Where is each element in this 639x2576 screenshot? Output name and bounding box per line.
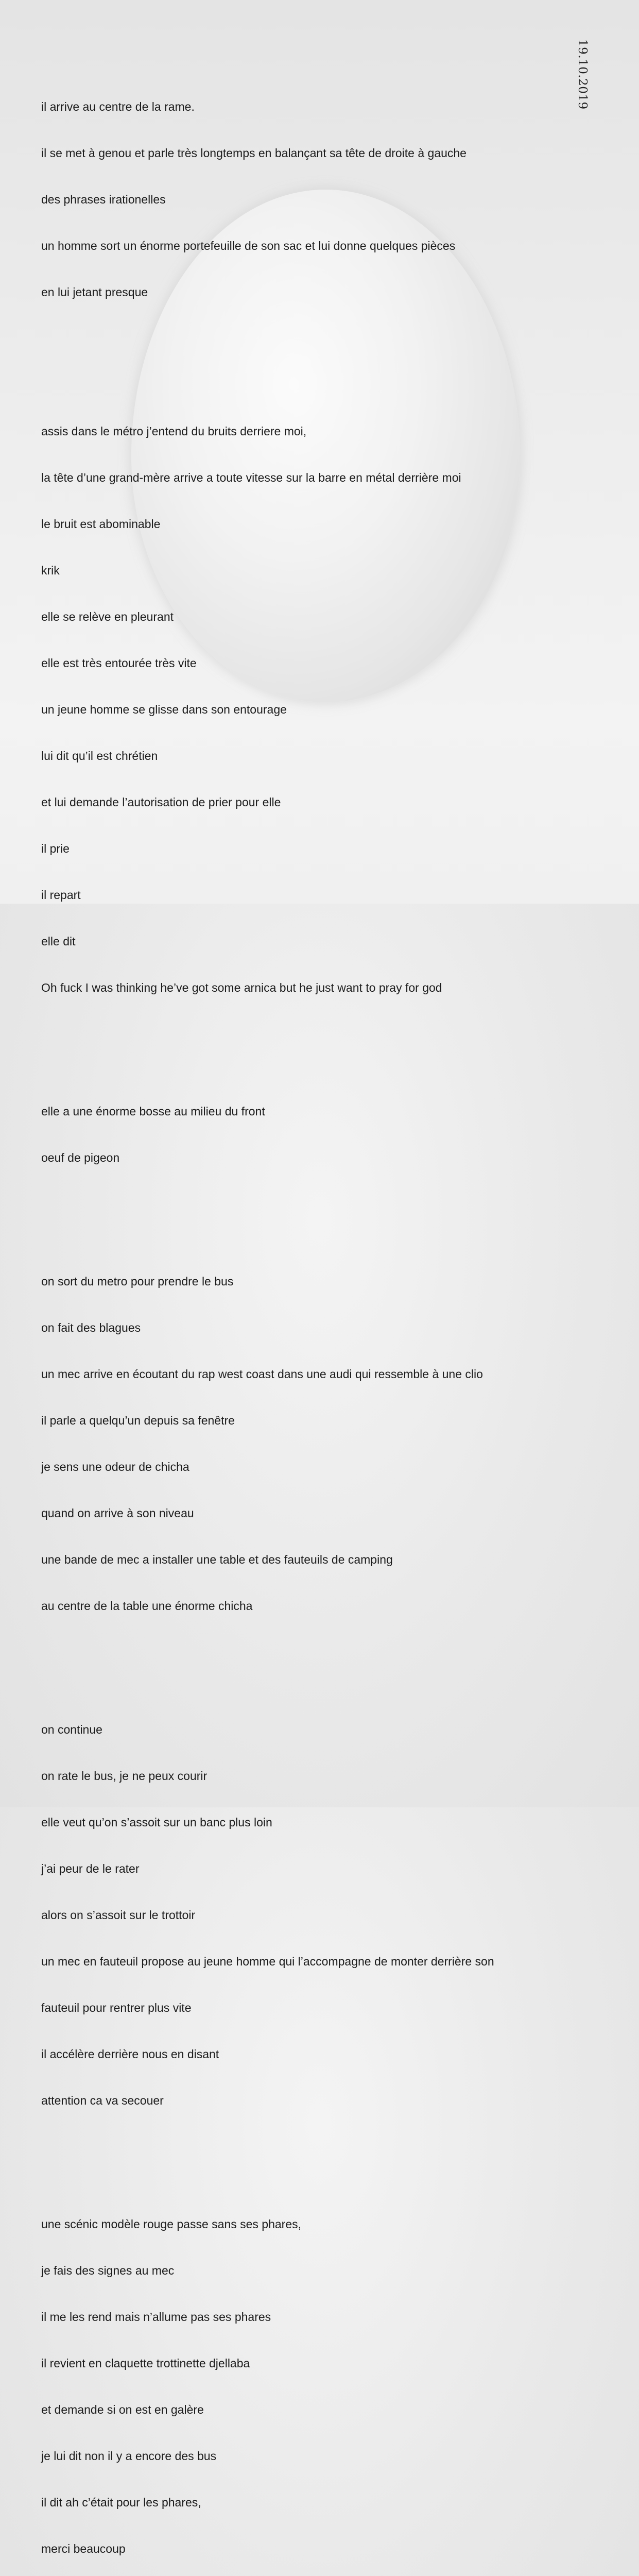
poem-line: elle veut qu’on s’assoit sur un banc plus loin: [41, 1816, 272, 1829]
poem-line: elle dit: [41, 935, 76, 948]
poem-line: un jeune homme se glisse dans son entourage: [41, 703, 287, 716]
poem-line: une scénic modèle rouge passe sans ses phares,: [41, 2217, 302, 2231]
poem-line: attention ca va secouer: [41, 2094, 164, 2107]
poem-line: il repart: [41, 888, 81, 902]
poem-line: je lui dit non il y a encore des bus: [41, 2449, 217, 2463]
poem-line: lui dit qu’il est chrétien: [41, 749, 158, 762]
poem-line: et demande si on est en galère: [41, 2403, 204, 2416]
poem-line: un homme sort un énorme portefeuille de son sac et lui donne quelques pièces: [41, 239, 456, 252]
poem-line: il revient en claquette trottinette djellaba: [41, 2357, 250, 2370]
poem-line: je fais des signes au mec: [41, 2264, 175, 2277]
poem-line: j’ai peur de le rater: [41, 1862, 140, 1875]
poem-line: elle se relève en pleurant: [41, 610, 174, 623]
poem-line: en lui jetant presque: [41, 285, 148, 299]
poem-line: une bande de mec a installer une table et des fauteuils de camping: [41, 1553, 393, 1566]
poem-line: fauteuil pour rentrer plus vite: [41, 2001, 192, 2014]
poem-line: assis dans le métro j’entend du bruits derriere moi,: [41, 425, 307, 438]
poem-line: alors on s’assoit sur le trottoir: [41, 1908, 196, 1922]
stanza-4: [41, 1243, 494, 1645]
poem-line: il arrive au centre de la rame.: [41, 100, 195, 113]
stanza-5: [41, 1691, 494, 2139]
poem-line: il dit ah c’était pour les phares,: [41, 2496, 201, 2509]
poem-line: quand on arrive à son niveau: [41, 1506, 194, 1520]
poem-line: on sort du metro pour prendre le bus: [41, 1275, 234, 1288]
poem-line: des phrases irationelles: [41, 193, 166, 206]
poem-line: il parle a quelqu’un depuis sa fenêtre: [41, 1414, 235, 1427]
poem-line: on fait des blagues: [41, 1321, 141, 1334]
poem-line: il prie: [41, 842, 70, 855]
poem-line: elle est très entourée très vite: [41, 656, 197, 670]
poem-line: au centre de la table une énorme chicha: [41, 1599, 253, 1613]
poem-line: un mec arrive en écoutant du rap west coast dans une audi qui ressemble à une clio: [41, 1367, 483, 1381]
poem-line: merci beaucoup: [41, 2542, 126, 2555]
poem-line: le bruit est abominable: [41, 517, 161, 531]
poem-text: [41, 37, 494, 2576]
stanza-6: [41, 2185, 494, 2576]
poem-line: Oh fuck I was thinking he’ve got some arnica but he just want to pray for god: [41, 981, 442, 994]
poem-line: on rate le bus, je ne peux courir: [41, 1769, 208, 1783]
poem-line: la tête d’une grand-mère arrive a toute vitesse sur la barre en métal derrière moi: [41, 471, 461, 484]
poem-line: un mec en fauteuil propose au jeune homme qui l’accompagne de monter derrière son: [41, 1955, 494, 1968]
poem-line: elle a une énorme bosse au milieu du front: [41, 1105, 265, 1118]
poem-line: il me les rend mais n’allume pas ses phares: [41, 2310, 271, 2324]
stanza-1: [41, 68, 494, 331]
poem-line: je sens une odeur de chicha: [41, 1460, 189, 1473]
poem-line: il accélère derrière nous en disant: [41, 2047, 219, 2061]
poem-line: oeuf de pigeon: [41, 1151, 120, 1164]
date-label: 19.10.2019: [576, 39, 589, 110]
poem-line: et lui demande l’autorisation de prier pour elle: [41, 795, 281, 809]
poem-line: on continue: [41, 1723, 102, 1736]
stanza-3: [41, 1073, 494, 1196]
stanza-2: [41, 393, 494, 1026]
poem-line: krik: [41, 564, 60, 577]
poem-line: il se met à genou et parle très longtemps en balançant sa tête de droite à gauche: [41, 146, 467, 160]
